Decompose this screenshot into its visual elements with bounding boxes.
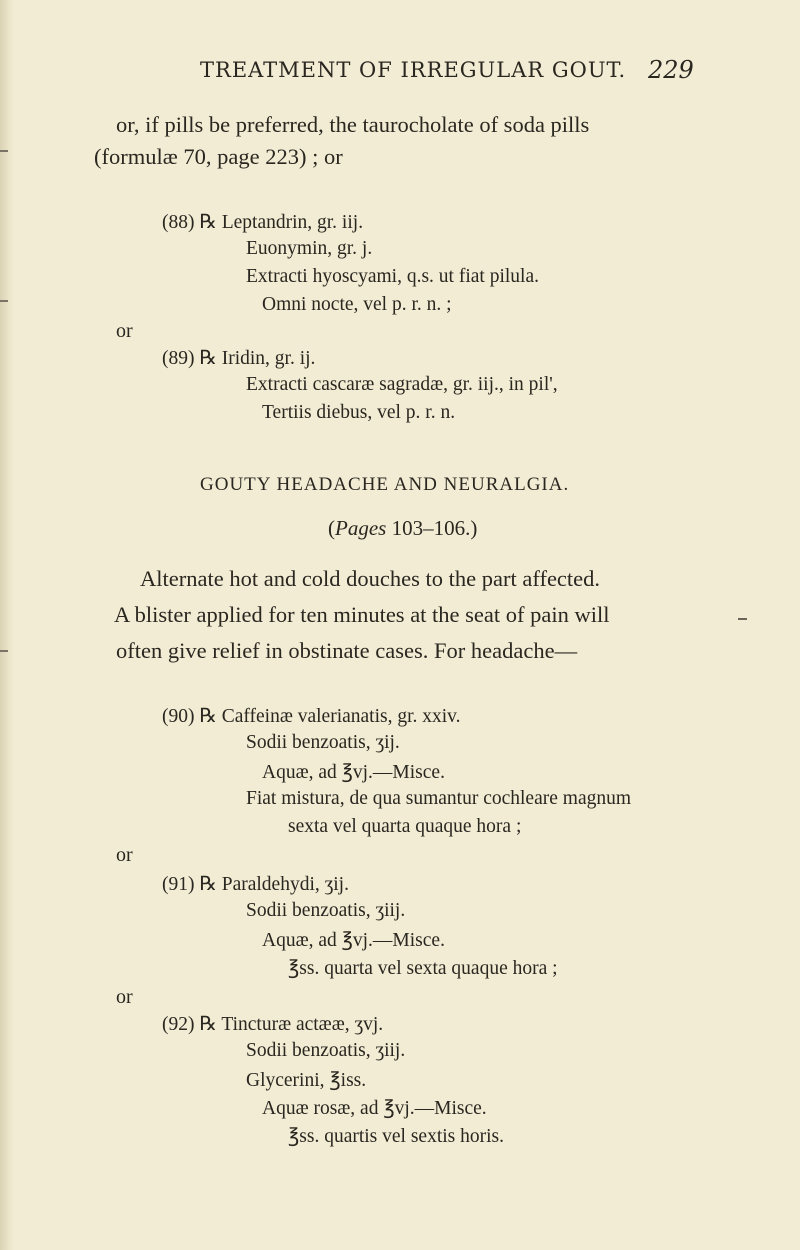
pages-reference — [328, 516, 477, 541]
paragraph-line: A blister applied for ten minutes at the seat of pain will — [114, 602, 610, 627]
prescription-91-line: Aquæ, ad ℥vj.—Misce. — [262, 930, 445, 951]
or-connector: or — [116, 844, 133, 866]
section-heading: GOUTY HEADACHE AND NEURALGIA. — [200, 474, 570, 495]
prescription-92-line: Sodii benzoatis, ʒiij. — [246, 1040, 406, 1061]
prescription-88-line: (88) ℞ Leptandrin, gr. iij. — [162, 212, 364, 233]
prescription-90-line: sexta vel quarta quaque hora ; — [288, 816, 522, 837]
prescription-88-line: Omni nocte, vel p. r. n. ; — [262, 294, 452, 315]
prescription-89-line: Extracti cascaræ sagradæ, gr. iij., in pil', — [246, 374, 558, 395]
prescription-88-line: Euonymin, gr. j. — [246, 238, 373, 259]
gutter-mark — [0, 300, 8, 302]
prescription-90-line: (90) ℞ Caffeinæ valerianatis, gr. xxiv. — [162, 706, 461, 727]
pages-range: 103–106.) — [386, 516, 478, 540]
paragraph-line: often give relief in obstinate cases. For headache— — [116, 638, 578, 663]
prescription-90-line: Aquæ, ad ℥vj.—Misce. — [262, 762, 445, 783]
page-number: 229 — [648, 56, 694, 84]
margin-mark — [738, 618, 747, 620]
prescription-92-line: Aquæ rosæ, ad ℥vj.—Misce. — [262, 1098, 487, 1119]
prescription-91-line: ℥ss. quarta vel sexta quaque hora ; — [288, 958, 558, 979]
page-gutter — [0, 0, 14, 1250]
prescription-89-line: (89) ℞ Iridin, gr. ij. — [162, 348, 316, 369]
or-connector: or — [116, 986, 133, 1008]
prescription-88-line: Extracti hyoscyami, q.s. ut fiat pilula. — [246, 266, 539, 287]
running-header: TREATMENT OF IRREGULAR GOUT. — [200, 58, 627, 82]
paragraph-line: Alternate hot and cold douches to the part affected. — [140, 566, 601, 591]
prescription-91-line: (91) ℞ Paraldehydi, ʒij. — [162, 874, 349, 895]
prescription-90-line: Sodii benzoatis, ʒij. — [246, 732, 400, 753]
prescription-92-line: (92) ℞ Tincturæ actææ, ʒvj. — [162, 1014, 384, 1035]
prescription-92-line: Glycerini, ℥iss. — [246, 1070, 367, 1091]
pages-word: Pages — [335, 516, 387, 540]
gutter-mark — [0, 650, 8, 652]
prescription-90-line: Fiat mistura, de qua sumantur cochleare magnum — [246, 788, 632, 809]
pages-open-paren: ( — [328, 516, 335, 540]
prescription-92-line: ℥ss. quartis vel sextis horis. — [288, 1126, 505, 1147]
prescription-91-line: Sodii benzoatis, ʒiij. — [246, 900, 406, 921]
prescription-89-line: Tertiis diebus, vel p. r. n. — [262, 402, 456, 423]
gutter-mark — [0, 150, 8, 152]
intro-line: (formulæ 70, page 223) ; or — [94, 144, 343, 169]
or-connector: or — [116, 320, 133, 342]
intro-line: or, if pills be preferred, the taurocholate of soda pills — [116, 112, 590, 137]
